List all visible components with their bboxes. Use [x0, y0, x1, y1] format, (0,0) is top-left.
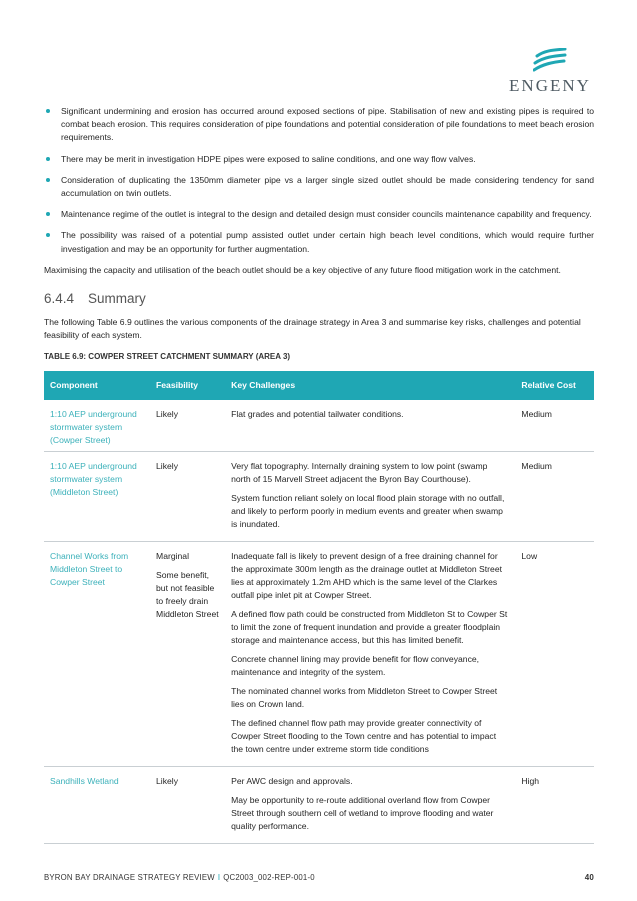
section-number: 6.4.4 [44, 291, 75, 307]
cost-cell: Medium [515, 452, 594, 542]
cost-cell: Medium [515, 400, 594, 452]
component-cell: Channel Works from Middleton Street to Cowper Street [44, 542, 150, 767]
cost-cell: Low [515, 542, 594, 767]
section-heading [44, 291, 594, 306]
challenges-cell: Inadequate fall is likely to prevent design of a free draining channel for the approximate 300m length as the drainage outlet at Middleton Street lies at approximately 1.2m AHD which is the same level of the Clarkes outfall pipe inlet pit at Cowper Street. A defined flow path could be constructed from Middleton St to Cowper St to limit the zone of frequent inundation and provide a greater floodplain storage and maintenance access, but this has limited benefit. Concrete channel lining may provide benefit for flow conveyance, maintenance and integrity of the system. The nominated channel works from Middleton Street to Cowper Street lies on Crown land. The defined channel flow path may provide greater connectivity of Cowper Street flooding to the Town centre and has potential to impact the town centre under extreme storm tide conditions [225, 542, 515, 767]
table-header-row [44, 371, 594, 400]
engeny-logo [505, 48, 595, 98]
bullet-icon [46, 212, 50, 216]
footer-separator: I [217, 873, 221, 882]
bullet-icon [46, 233, 50, 237]
list-item: The possibility was raised of a potential pump assisted outlet under certain high beach level conditions, which would require further investigation and may be an opportunity for further augmentation. [44, 229, 594, 255]
section-title: Summary [88, 291, 146, 307]
page-content [44, 105, 594, 844]
feasibility-cell: Likely [150, 400, 225, 452]
list-item: There may be merit in investigation HDPE pipes were exposed to saline conditions, and one way flow valves. [44, 153, 594, 166]
footer-title: BYRON BAY DRAINAGE STRATEGY REVIEW [44, 873, 215, 882]
bullet-icon [46, 178, 50, 182]
table-row [44, 542, 594, 767]
list-item: Consideration of duplicating the 1350mm diameter pipe vs a larger single sized outlet should be made considering tendency for sand accumulation on twin outlets. [44, 174, 594, 200]
component-cell: 1:10 AEP underground stormwater system (Middleton Street) [44, 452, 150, 542]
feasibility-cell: Likely [150, 452, 225, 542]
header-feasibility: Feasibility [156, 380, 199, 391]
table-row [44, 767, 594, 844]
table-caption: TABLE 6.9: COWPER STREET CATCHMENT SUMMARY (AREA 3) [44, 352, 291, 362]
bullet-icon [46, 157, 50, 161]
closing-paragraph: Maximising the capacity and utilisation of the beach outlet should be a key objective of any future flood mitigation work in the catchment. [44, 264, 561, 275]
header-relative-cost: Relative Cost [521, 380, 576, 391]
page-footer [44, 873, 594, 882]
cost-cell: High [515, 767, 594, 844]
feasibility-cell: Marginal Some benefit, but not feasible to freely drain Middleton Street [150, 542, 225, 767]
bullet-icon [46, 109, 50, 113]
page-number: 40 [584, 873, 594, 882]
bullet-list [44, 105, 594, 256]
table-row [44, 452, 594, 542]
challenges-cell: Very flat topography. Internally draining system to low point (swamp north of 15 Marvell Street adjacent the Byron Bay Courthouse). System function reliant solely on local flood plain storage with no outfall, and likely to perform poorly in medium events and greater when swamp is inundated. [225, 452, 515, 542]
wave-logo-icon [533, 48, 567, 74]
header-component: Component [50, 380, 98, 391]
logo-wordmark: ENGENY [509, 76, 591, 95]
challenges-cell: Flat grades and potential tailwater conditions. [225, 400, 515, 452]
feasibility-cell: Likely [150, 767, 225, 844]
component-cell: 1:10 AEP underground stormwater system (Cowper Street) [44, 400, 150, 452]
header-key-challenges: Key Challenges [231, 380, 296, 391]
list-item: Significant undermining and erosion has occurred around exposed sections of pipe. Stabilisation of new and existing pipes is required to combat beach erosion. This requires consideration of pipe foundations and potential consideration of pile foundations to meet beach erosion requirements. [44, 105, 594, 145]
footer-code: QC2003_002-REP-001-0 [223, 873, 315, 882]
summary-table [44, 371, 594, 844]
table-row [44, 400, 594, 452]
intro-paragraph: The following Table 6.9 outlines the various components of the drainage strategy in Area 3 and summarise key risks, challenges and potential feasibility of each system. [44, 317, 581, 341]
list-item: Maintenance regime of the outlet is integral to the design and detailed design must consider councils maintenance capability and frequency. [44, 208, 594, 221]
challenges-cell: Per AWC design and approvals. May be opportunity to re-route additional overland flow from Cowper Street through southern cell of wetland to improve flooding and water quality performance. [225, 767, 515, 844]
component-cell: Sandhills Wetland [44, 767, 150, 844]
